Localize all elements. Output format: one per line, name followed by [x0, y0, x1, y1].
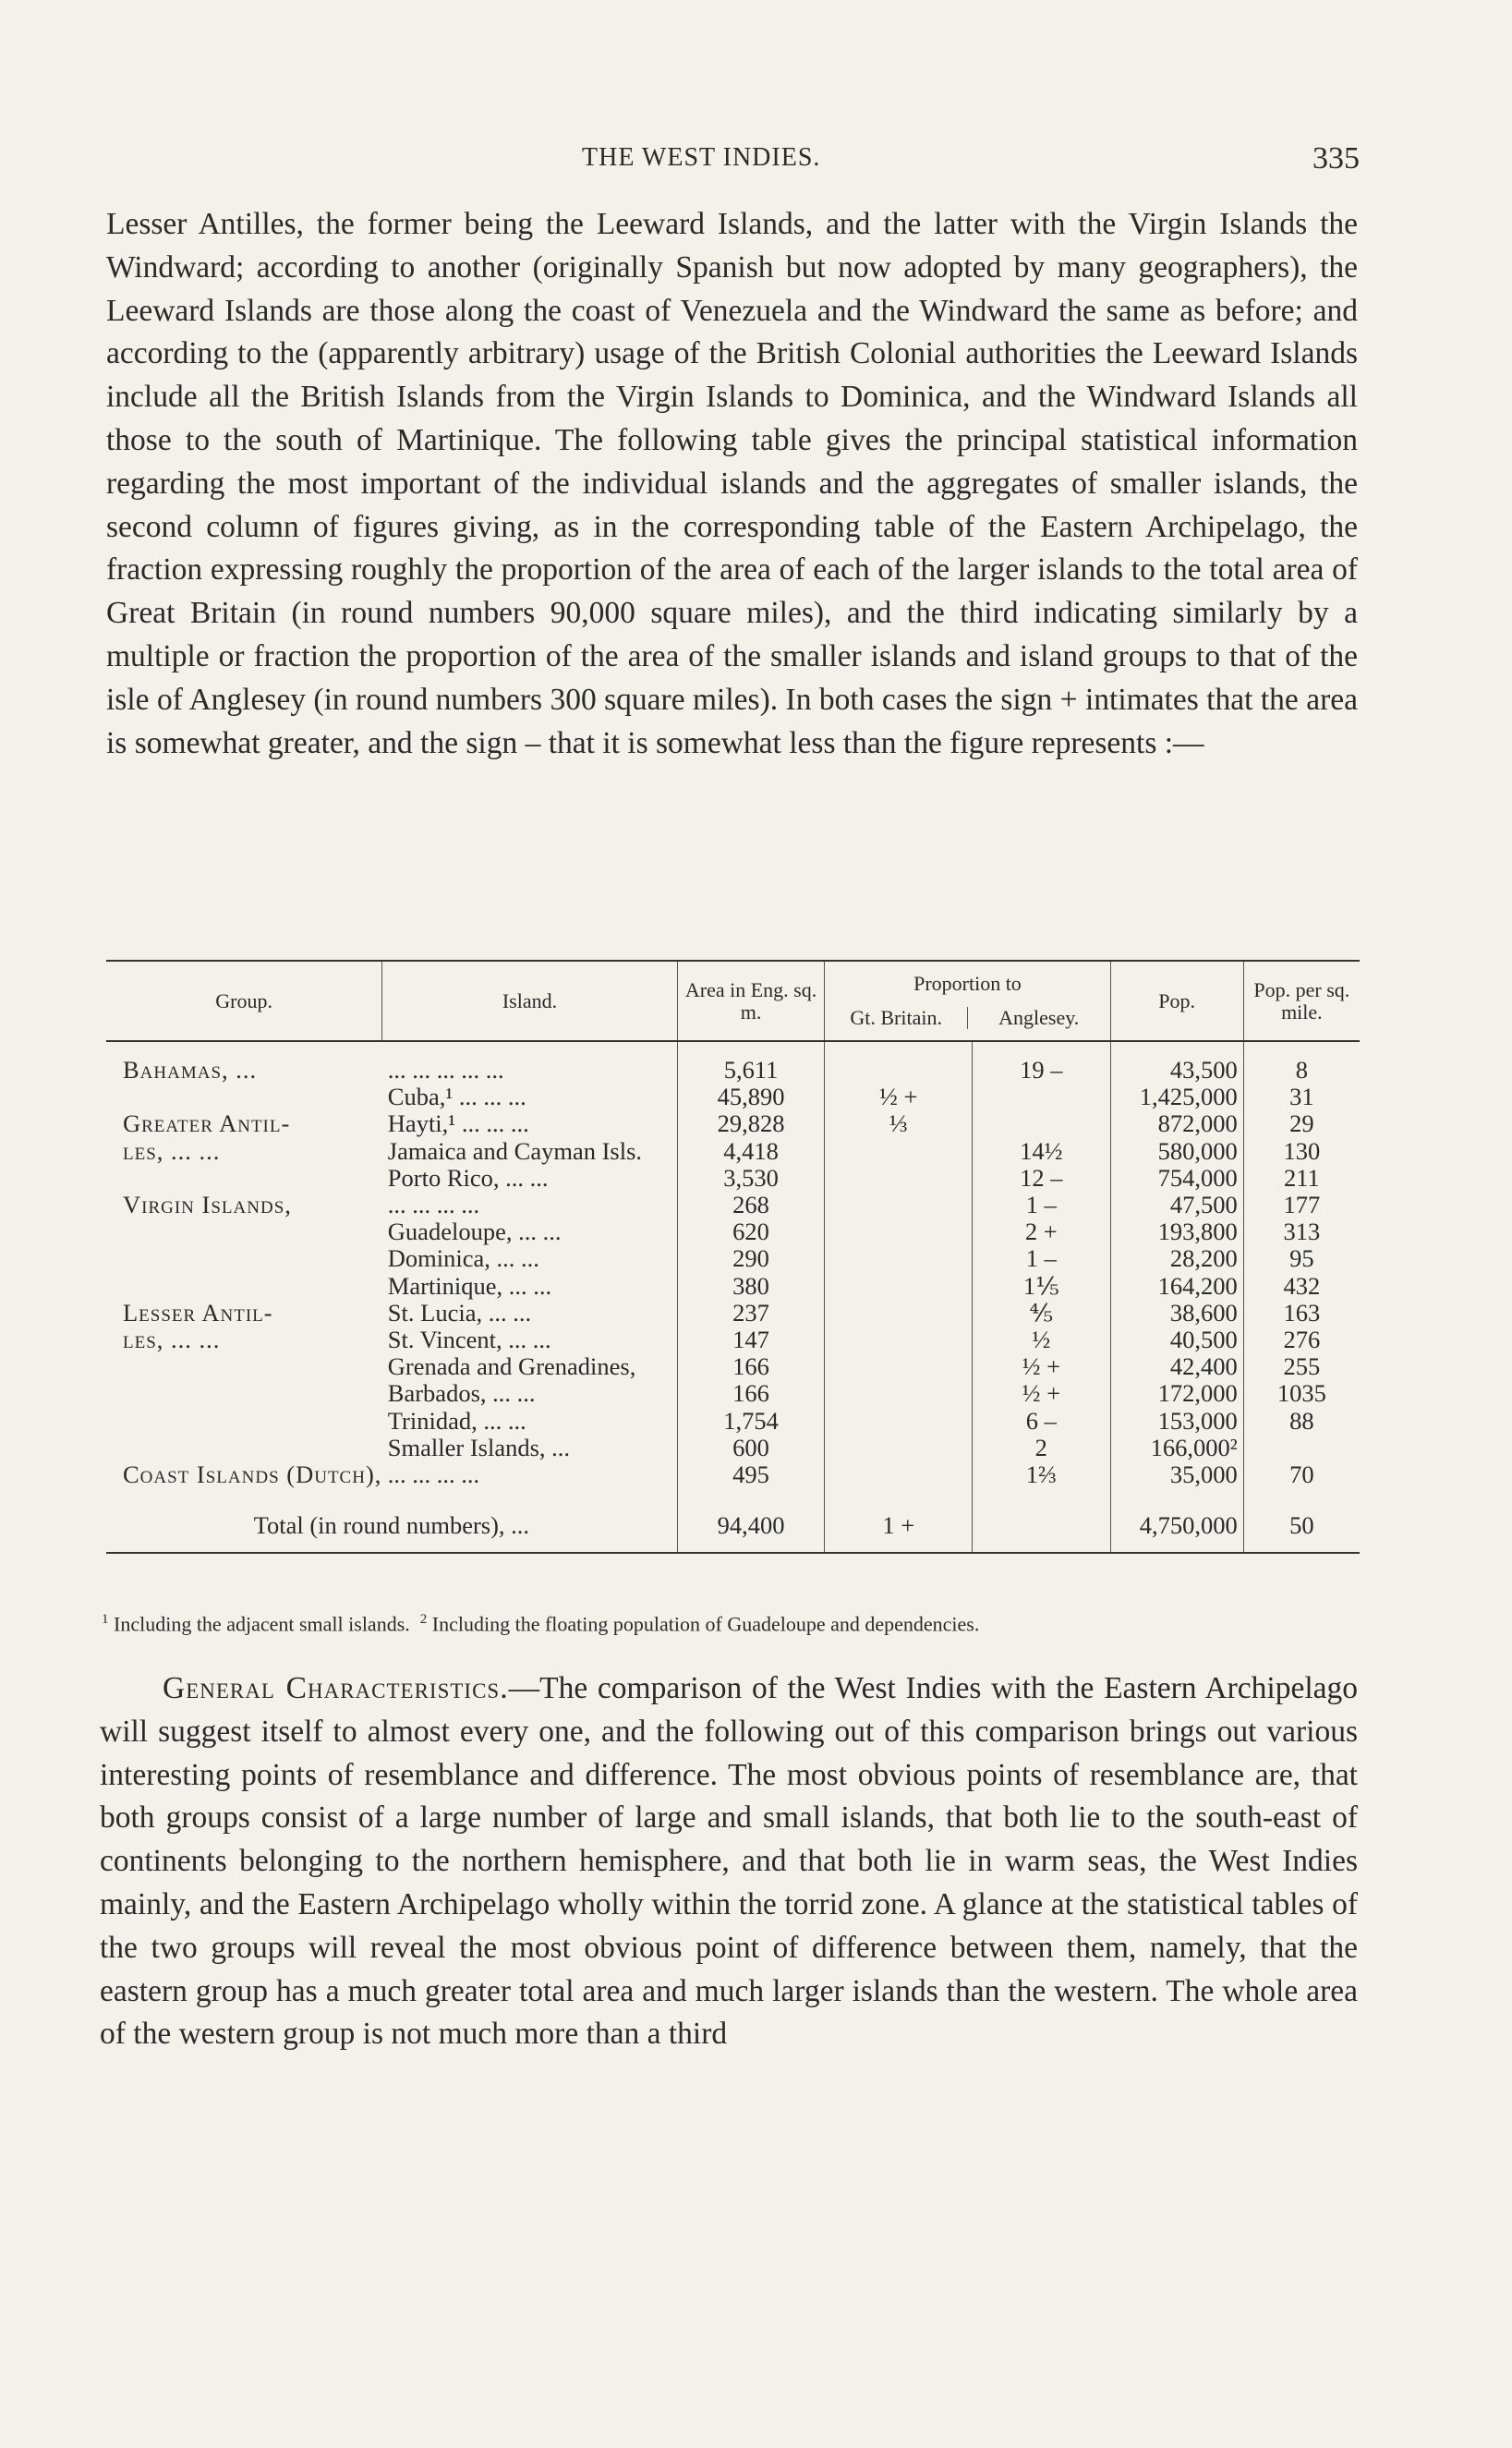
cell-density: 177	[1243, 1192, 1360, 1218]
intro-paragraph: Lesser Antilles, the former being the Leeward Islands, and the latter with the Virgin Islands the Windward; according to another (originally Spanish but now adopted by many geographers), the Leeward Islands are those along the coast of Venezuela and the Windward the same as before; and according to the (apparently arbitrary) usage of the British Colonial authorities the Leeward Islands include all the British Islands from the Virgin Islands to Dominica, and the Windward Islands all those to the south of Martinique. The following table gives the principal statistical information regarding the most important of the individual islands and the aggregates of smaller islands, the second column of figures giving, as in the corresponding table of the Eastern Archipelago, the fraction expressing roughly the proportion of the area of each of the larger islands to the total area of Great Britain (in round numbers 90,000 square miles), and the third indicating similarly by a multiple or fraction the proportion of the area of the smaller islands and island groups to that of the isle of Anglesey (in round numbers 300 square miles). In both cases the sign + intimates that the area is somewhat greater, and the sign – that it is somewhat less than the figure represents :—	[106, 207, 1358, 760]
cell-gt-britain	[825, 1300, 973, 1327]
total-density: 50	[1243, 1488, 1360, 1553]
cell-area: 5,611	[677, 1041, 825, 1084]
cell-island: Martinique, ... ...	[387, 1271, 552, 1300]
cell-anglesey: ½	[973, 1327, 1110, 1353]
cell-group	[106, 1165, 382, 1192]
table-row	[106, 1353, 1360, 1380]
cell-density: 1035	[1243, 1380, 1360, 1407]
cell-pop: 872,000	[1110, 1110, 1243, 1137]
statistics-table	[106, 960, 1360, 1554]
table-row	[106, 1245, 1360, 1272]
cell-island: Cuba,¹ ... ... ...	[387, 1083, 526, 1111]
cell-gt-britain	[825, 1327, 973, 1353]
header-proportion	[825, 961, 1110, 1041]
cell-pop: 580,000	[1110, 1138, 1243, 1165]
cell-anglesey: 2 +	[973, 1218, 1110, 1245]
cell-gt-britain	[825, 1461, 973, 1488]
header-pop: Pop.	[1110, 961, 1243, 1041]
cell-island: Porto Rico, ... ...	[387, 1163, 549, 1192]
cell-pop: 47,500	[1110, 1192, 1243, 1218]
footnotes: $^1$ Including the adjacent small islands. $^2$ Including the floating population of Guadeloupe and dependencies.	[102, 1612, 980, 1636]
cell-area: 29,828	[677, 1110, 825, 1137]
cell-pop: 35,000	[1110, 1461, 1243, 1488]
cell-pop: 40,500	[1110, 1327, 1243, 1353]
cell-area: 290	[677, 1245, 825, 1272]
cell-island: ... ... ... ...	[387, 1460, 480, 1489]
cell-anglesey: ½ +	[973, 1380, 1110, 1407]
cell-pop: 38,600	[1110, 1300, 1243, 1327]
header-proportion-label: Proportion to	[913, 972, 1022, 995]
cell-anglesey: 1⅔	[973, 1461, 1110, 1488]
cell-anglesey: 12 –	[973, 1165, 1110, 1192]
cell-group: Lesser Antil-	[123, 1298, 273, 1327]
cell-area: 380	[677, 1273, 825, 1300]
table-row	[106, 1192, 1360, 1218]
total-pop: 4,750,000	[1110, 1488, 1243, 1553]
cell-island: Guadeloupe, ... ...	[387, 1218, 562, 1246]
section-text: —The comparison of the West Indies with the Eastern Archipelago will suggest itself to almost every one, and the following out of this comparison brings out various interesting points of resemblance and difference. The most obvious points of resemblance are, that both groups consist of a large number of large and small islands, that both lie to the south-east of continents belonging to the northern hemisphere, and that both lie in warm seas, the West Indies mainly, and the Eastern Archipelago wholly within the torrid zone. A glance at the statistical tables of the two groups will reveal the most obvious point of difference between them, namely, that the eastern group has a much greater total area and much larger islands than the western. The whole area of the western group is not much more than a third	[100, 1671, 1358, 2052]
cell-area: 4,418	[677, 1138, 825, 1165]
cell-island: Smaller Islands, ...	[387, 1433, 571, 1461]
cell-gt-britain: ½ +	[825, 1084, 973, 1110]
cell-group	[106, 1353, 382, 1380]
cell-group	[106, 1380, 382, 1407]
cell-island: Barbados, ... ...	[387, 1379, 536, 1408]
header-pop-per: Pop. per sq. mile.	[1243, 961, 1360, 1041]
general-characteristics-paragraph	[100, 1667, 1358, 2056]
cell-island: St. Vincent, ... ...	[387, 1326, 551, 1354]
table-row	[106, 1461, 1360, 1488]
section-lead: General Characteristics.	[163, 1671, 509, 1705]
cell-density: 88	[1243, 1408, 1360, 1435]
cell-density: 130	[1243, 1138, 1360, 1165]
cell-pop: 42,400	[1110, 1353, 1243, 1380]
cell-group	[106, 1084, 382, 1110]
footnote-1: Including the adjacent small islands.	[114, 1612, 410, 1636]
cell-pop: 28,200	[1110, 1245, 1243, 1272]
cell-gt-britain	[825, 1245, 973, 1272]
cell-anglesey: ½ +	[973, 1353, 1110, 1380]
cell-anglesey: 14½	[973, 1138, 1110, 1165]
cell-density	[1243, 1435, 1360, 1461]
cell-island: Dominica, ... ...	[387, 1244, 539, 1273]
cell-group: les, ... ...	[123, 1326, 221, 1354]
page-number: 335	[1312, 141, 1360, 176]
cell-group	[106, 1273, 382, 1300]
header-anglesey: Anglesey.	[967, 1007, 1110, 1029]
table-header-row	[106, 961, 1360, 1041]
footnote-2: Including the floating population of Guadeloupe and dependencies.	[431, 1612, 980, 1636]
cell-pop: 166,000²	[1110, 1435, 1243, 1461]
cell-density: 29	[1243, 1110, 1360, 1137]
cell-area: 620	[677, 1218, 825, 1245]
cell-anglesey	[973, 1110, 1110, 1137]
cell-area: 1,754	[677, 1408, 825, 1435]
cell-group	[106, 1245, 382, 1272]
cell-gt-britain	[825, 1218, 973, 1245]
cell-density: 432	[1243, 1273, 1360, 1300]
cell-group: Greater Antil-	[123, 1109, 291, 1138]
cell-area: 268	[677, 1192, 825, 1218]
cell-density: 313	[1243, 1218, 1360, 1245]
cell-area: 147	[677, 1327, 825, 1353]
cell-area: 600	[677, 1435, 825, 1461]
table-row	[106, 1273, 1360, 1300]
cell-group: les, ... ...	[123, 1136, 221, 1165]
table-row	[106, 1110, 1360, 1137]
table-body	[106, 1041, 1360, 1553]
cell-density: 31	[1243, 1084, 1360, 1110]
cell-group	[106, 1435, 382, 1461]
cell-area: 3,530	[677, 1165, 825, 1192]
table-row	[106, 1327, 1360, 1353]
header-area: Area in Eng. sq. m.	[677, 961, 825, 1041]
table-row	[106, 1084, 1360, 1110]
cell-anglesey: 6 –	[973, 1408, 1110, 1435]
cell-pop: 1,425,000	[1110, 1084, 1243, 1110]
header-gt-britain: Gt. Britain.	[850, 1005, 942, 1029]
cell-density: 276	[1243, 1327, 1360, 1353]
cell-island: Trinidad, ... ...	[387, 1406, 526, 1435]
cell-gt-britain	[825, 1041, 973, 1084]
cell-group: Coast Islands (Dutch),	[123, 1460, 382, 1489]
cell-pop: 754,000	[1110, 1165, 1243, 1192]
cell-anglesey: 1⅕	[973, 1273, 1110, 1300]
cell-group: Virgin Islands,	[123, 1191, 292, 1219]
cell-anglesey: 1 –	[973, 1245, 1110, 1272]
cell-gt-britain	[825, 1380, 973, 1407]
cell-density: 211	[1243, 1165, 1360, 1192]
cell-island: Jamaica and Cayman Isls.	[387, 1136, 643, 1165]
table-total-row	[106, 1488, 1360, 1553]
cell-island: St. Lucia, ... ...	[387, 1298, 532, 1327]
cell-group	[106, 1218, 382, 1245]
cell-area: 495	[677, 1461, 825, 1488]
cell-density: 95	[1243, 1245, 1360, 1272]
cell-gt-britain	[825, 1408, 973, 1435]
cell-anglesey: ⅘	[973, 1300, 1110, 1327]
cell-density: 70	[1243, 1461, 1360, 1488]
cell-group: Bahamas, ...	[123, 1056, 258, 1084]
cell-area: 45,890	[677, 1084, 825, 1110]
table-row	[106, 1435, 1360, 1461]
cell-pop: 193,800	[1110, 1218, 1243, 1245]
total-gt-britain: 1 +	[825, 1488, 973, 1553]
cell-gt-britain	[825, 1273, 973, 1300]
cell-island: ... ... ... ...	[387, 1191, 480, 1219]
cell-island: Grenada and Grenadines,	[387, 1352, 636, 1381]
header-group: Group.	[106, 961, 382, 1041]
cell-density: 255	[1243, 1353, 1360, 1380]
table-row	[106, 1380, 1360, 1407]
table-row	[106, 1138, 1360, 1165]
cell-density: 163	[1243, 1300, 1360, 1327]
cell-gt-britain: ⅓	[825, 1110, 973, 1137]
header-island: Island.	[382, 961, 677, 1041]
cell-gt-britain	[825, 1353, 973, 1380]
page-header	[0, 143, 1512, 180]
cell-pop: 172,000	[1110, 1380, 1243, 1407]
cell-density: 8	[1243, 1041, 1360, 1084]
cell-gt-britain	[825, 1192, 973, 1218]
cell-anglesey: 19 –	[973, 1041, 1110, 1084]
total-area: 94,400	[677, 1488, 825, 1553]
cell-island: ... ... ... ... ...	[387, 1056, 504, 1084]
table-row	[106, 1408, 1360, 1435]
cell-area: 237	[677, 1300, 825, 1327]
total-label: Total (in round numbers), ...	[106, 1488, 677, 1553]
cell-area: 166	[677, 1353, 825, 1380]
cell-pop: 43,500	[1110, 1041, 1243, 1084]
table-row	[106, 1165, 1360, 1192]
cell-gt-britain	[825, 1435, 973, 1461]
cell-island: Hayti,¹ ... ... ...	[387, 1109, 529, 1138]
table-row	[106, 1041, 1360, 1084]
cell-pop: 164,200	[1110, 1273, 1243, 1300]
cell-gt-britain	[825, 1165, 973, 1192]
table-row	[106, 1218, 1360, 1245]
total-anglesey	[973, 1488, 1110, 1553]
cell-gt-britain	[825, 1138, 973, 1165]
cell-group	[106, 1408, 382, 1435]
running-title: THE WEST INDIES.	[582, 143, 821, 172]
table-row	[106, 1300, 1360, 1327]
cell-anglesey	[973, 1084, 1110, 1110]
cell-pop: 153,000	[1110, 1408, 1243, 1435]
cell-anglesey: 1 –	[973, 1192, 1110, 1218]
cell-area: 166	[677, 1380, 825, 1407]
cell-anglesey: 2	[973, 1435, 1110, 1461]
